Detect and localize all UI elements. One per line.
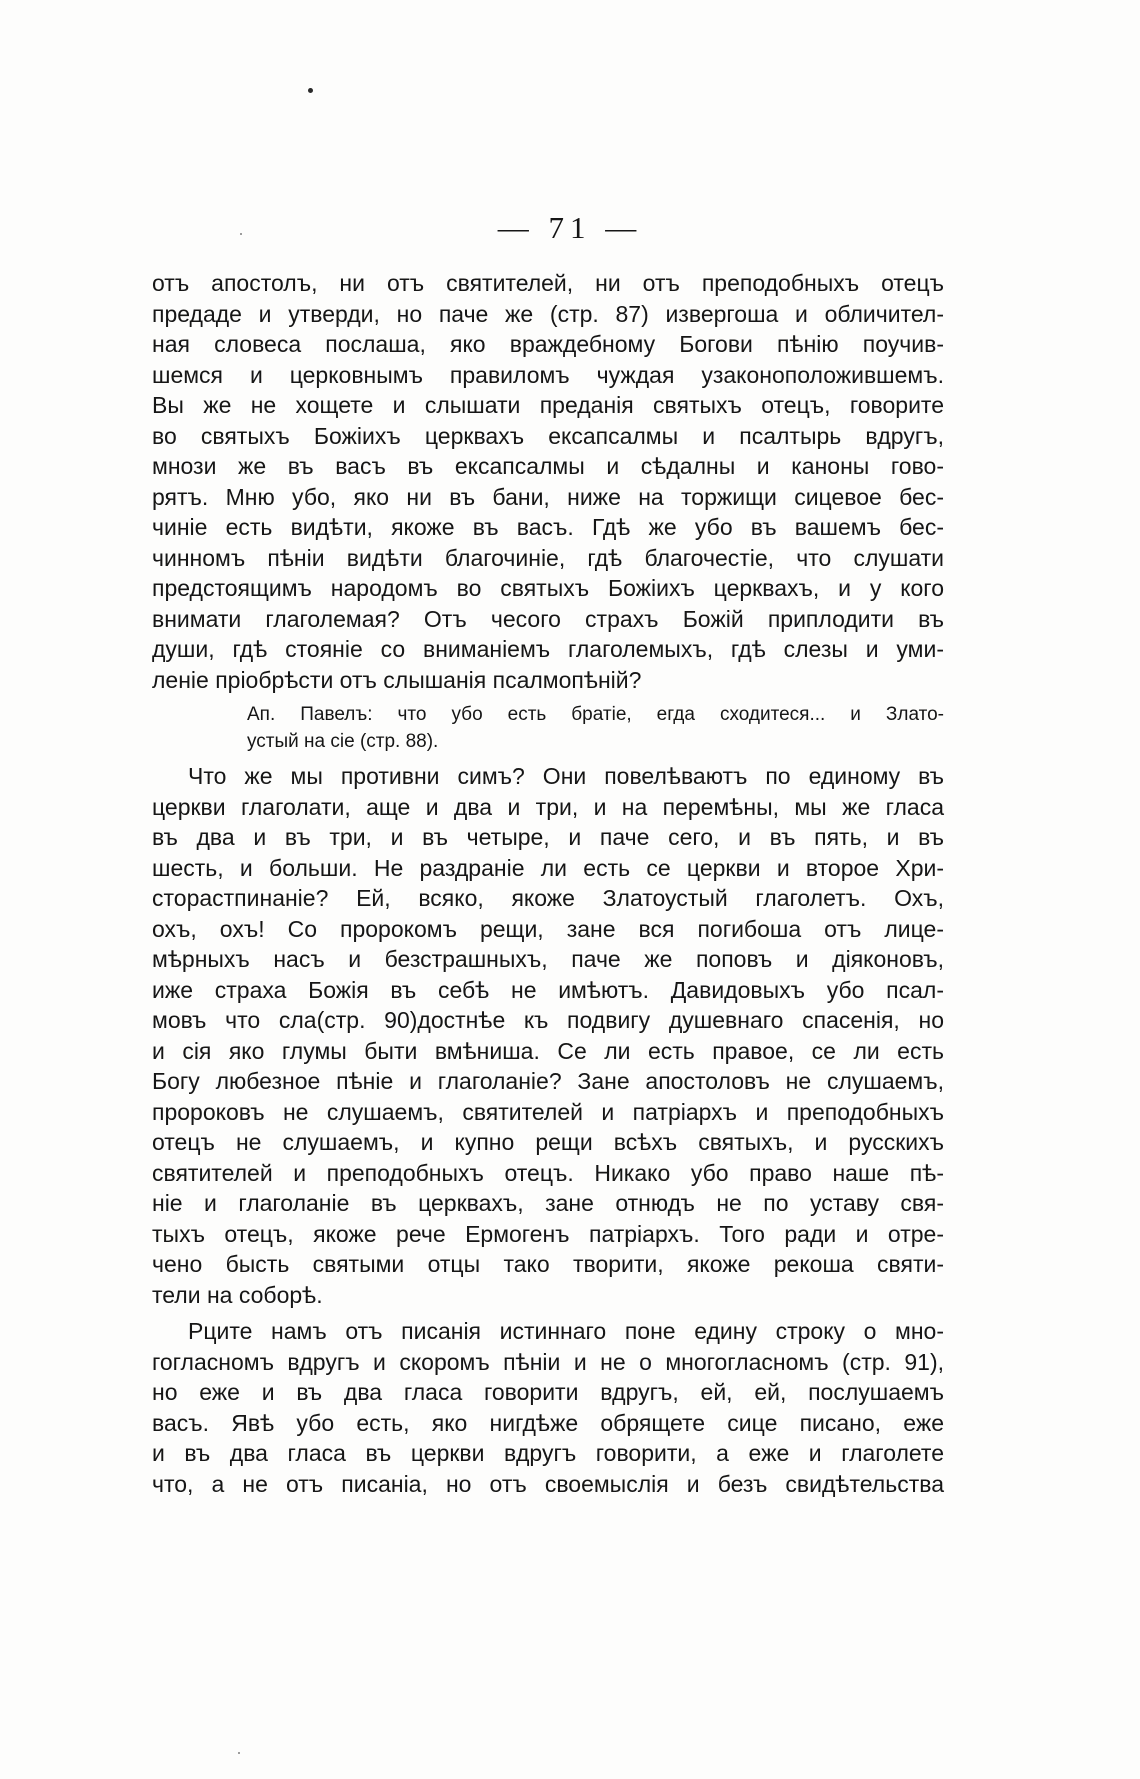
print-speck <box>308 88 313 93</box>
text-line: но еже и въ два гласа говорити вдругъ, ей, ей, послушаемъ <box>152 1379 944 1405</box>
text-line: церкви глаголати, аще и два и три, и на перемѣны, мы же гласа <box>152 793 944 820</box>
text-line: иже страха Божія въ себѣ не имѣютъ. Давидовыхъ убо псал- <box>152 976 944 1003</box>
paragraph <box>152 1316 944 1499</box>
text-line: что, а не отъ писаніа, но отъ своемыслія и безъ свидѣтельства <box>152 1470 944 1497</box>
text-line: гогласномъ вдругъ и скоромъ пѣніи и не о многогласномъ (стр. 91), <box>152 1348 944 1375</box>
paragraph <box>152 268 944 695</box>
text-line: и сія яко глумы быти вмѣниша. Се ли есть правое, се ли есть <box>152 1037 944 1064</box>
text-line: чиніе есть видѣти, якоже въ васъ. Гдѣ же убо въ вашемъ бес- <box>152 514 944 540</box>
text-line: Вы же не хощете и слышати преданія святыхъ отецъ, говорите <box>152 392 944 418</box>
text-line: рятъ. Мню убо, яко ни въ бани, ниже на торжищи сицевое бес- <box>152 483 944 510</box>
page-number: — 71 — <box>497 210 643 245</box>
text-line: охъ, охъ! Со пророкомъ рещи, зане вся погибоша отъ лице- <box>152 915 944 942</box>
text-line: души, гдѣ стояніе со вниманіемъ глаголемыхъ, гдѣ слезы и уми- <box>152 636 944 662</box>
text-line: шемся и церковнымъ правиломъ чуждая узаконоположившемъ. <box>152 361 944 388</box>
print-speck <box>238 1752 240 1754</box>
note-line: устый на сіе (стр. 88). <box>247 731 439 752</box>
text-line: предаде и утверди, но паче же (стр. 87) извергоша и обличител- <box>152 300 944 327</box>
text-line: отъ апостолъ, ни отъ святителей, ни отъ преподобныхъ отецъ <box>152 270 944 296</box>
paragraph <box>152 761 944 1310</box>
text-line: тели на соборѣ. <box>152 1281 323 1308</box>
text-line: мѣрныхъ насъ и безстрашныхъ, паче же поповъ и діяконовъ, <box>152 946 944 972</box>
text-line: васъ. Явѣ убо есть, яко нигдѣже обрящете сице писано, еже <box>152 1409 944 1436</box>
text-line: ная словеса послаша, яко враждебному Богови пѣнію поучив- <box>152 331 944 357</box>
text-line: Богу любезное пѣніе и глаголаніе? Зане апостоловъ не слушаемъ, <box>152 1068 944 1094</box>
text-line: мовъ что сла(стр. 90)достнѣе къ подвигу душевнаго спасенія, но <box>152 1007 944 1033</box>
text-line: тыхъ отецъ, якоже рече Ермогенъ патріархъ. Того ради и отре- <box>152 1220 944 1247</box>
text-line: чинномъ пѣніи видѣти благочиніе, гдѣ благочестіе, что слушати <box>152 544 944 571</box>
text-line: и въ два гласа въ церкви вдругъ говорити, а еже и глаголете <box>152 1440 944 1466</box>
text-line: внимати глаголемая? Отъ чесого страхъ Божій приплодити въ <box>152 605 944 632</box>
text-line: въ два и въ три, и въ четыре, и паче сего, и въ пять, и въ <box>152 824 944 850</box>
text-line: шесть, и больши. Не раздраніе ли есть се церкви и второе Хри- <box>152 854 944 881</box>
text-line: ніе и глаголаніе въ церквахъ, зане отнюдъ не по уставу свя- <box>152 1190 944 1216</box>
text-line: сторастпинаніе? Ей, всяко, якоже Златоустый глаголетъ. Охъ, <box>152 885 944 911</box>
text-line: отецъ не слушаемъ, и купно рещи всѣхъ святыхъ, и русскихъ <box>152 1129 944 1155</box>
text-line: леніе пріобрѣсти отъ слышанія псалмопѣній? <box>152 666 642 693</box>
note-line: Ап. Павелъ: что убо есть братіе, егда сходитеся... и Злато- <box>247 704 944 725</box>
text-line: во святыхъ Божіихъ церквахъ ексапсалмы и псалтырь вдругъ, <box>152 422 944 449</box>
text-line: чено бысть святыми отцы тако творити, якоже рекоша святи- <box>152 1251 944 1277</box>
marginal-note <box>152 701 944 755</box>
text-line: мнози же въ васъ въ ексапсалмы и сѣдалны и каноны гово- <box>152 453 944 479</box>
text-line: святителей и преподобныхъ отецъ. Никако убо право наше пѣ- <box>152 1159 944 1186</box>
body-text <box>152 268 944 1499</box>
text-line: Что же мы противни симъ? Они повелѣваютъ по единому въ <box>188 763 944 789</box>
text-line: предстоящимъ народомъ во святыхъ Божіихъ церквахъ, и у кого <box>152 575 944 601</box>
text-line: пророковъ не слушаемъ, святителей и патріархъ и преподобныхъ <box>152 1098 944 1125</box>
text-line: Рците намъ отъ писанія истиннаго поне едину строку о мно- <box>188 1318 944 1344</box>
